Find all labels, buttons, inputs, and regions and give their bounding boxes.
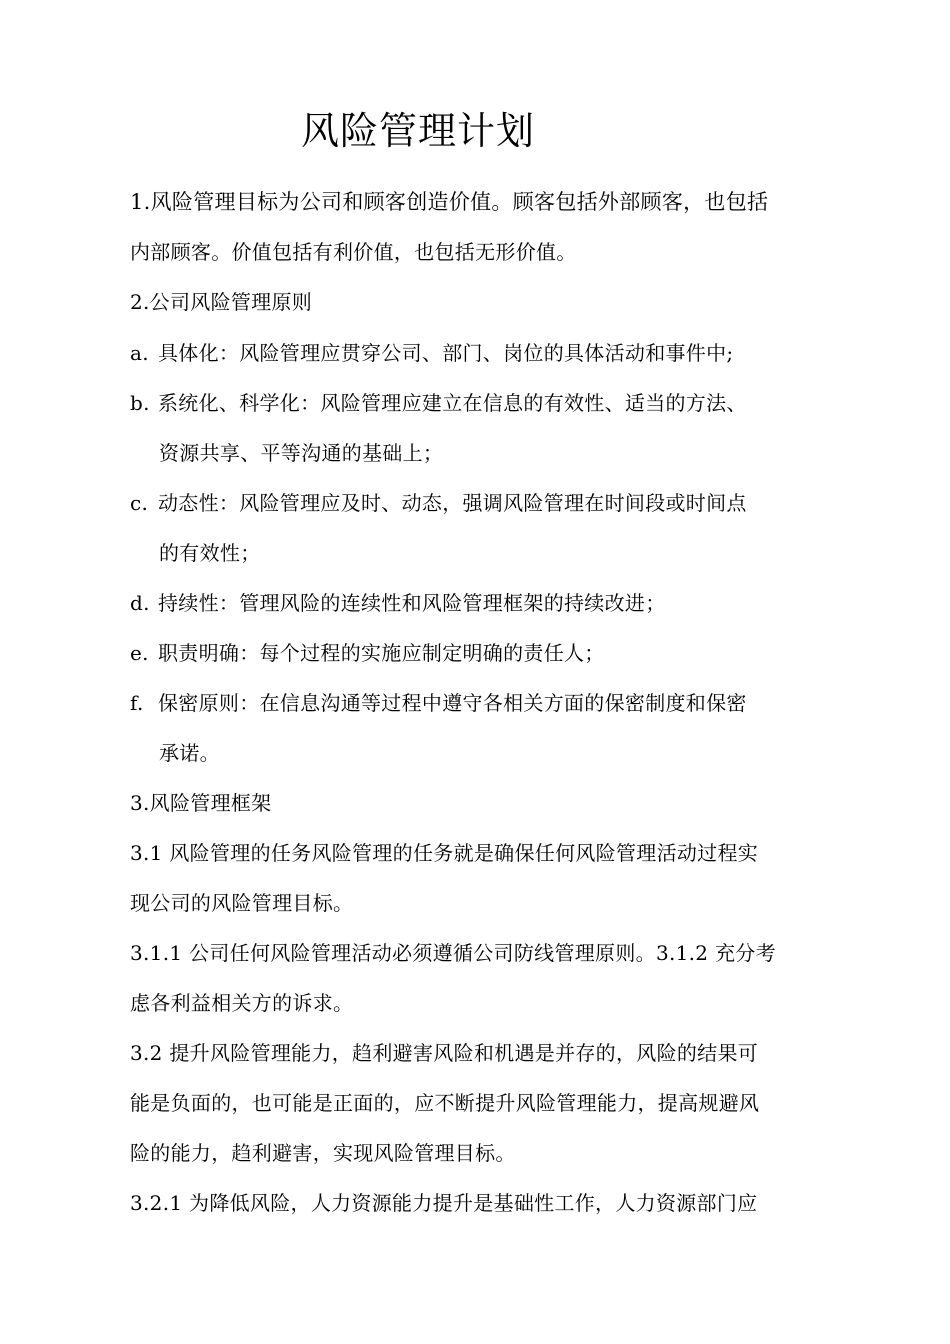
paragraph-line: 1.风险管理目标为公司和顾客创造价值。顾客包括外部顾客，也包括: [130, 190, 769, 214]
list-item-continuation: 的有效性；: [159, 541, 261, 565]
list-item-text: 职责明确：每个过程的实施应制定明确的责任人；: [158, 641, 605, 665]
paragraph-line: 内部顾客。价值包括有利价值，也包括无形价值。: [130, 240, 577, 264]
paragraph-line: 3.2 提升风险管理能力，趋利避害风险和机遇是并存的，风险的结果可: [130, 1041, 759, 1065]
list-marker: a.: [130, 341, 149, 365]
list-item-text: 动态性：风险管理应及时、动态，强调风险管理在时间段或时间点: [158, 491, 747, 515]
list-marker: e.: [130, 641, 149, 665]
list-item-e: [130, 638, 830, 668]
section-heading: 3.风险管理框架: [130, 791, 272, 815]
list-marker: b.: [130, 391, 150, 415]
list-marker: f.: [130, 691, 144, 715]
list-item-continuation: 承诺。: [159, 741, 220, 765]
list-item-text: 保密原则：在信息沟通等过程中遵守各相关方面的保密制度和保密: [158, 691, 747, 715]
paragraph-line: 险的能力，趋利避害，实现风险管理目标。: [130, 1141, 516, 1165]
list-item-a: [130, 338, 830, 368]
list-item-d: [130, 588, 830, 618]
list-item-c: [130, 488, 830, 518]
section-heading: 2.公司风险管理原则: [130, 290, 313, 314]
list-item-f: [130, 688, 830, 718]
paragraph-line: 3.1.1 公司任何风险管理活动必须遵循公司防线管理原则。3.1.2 充分考: [130, 941, 776, 965]
list-item-text: 系统化、科学化：风险管理应建立在信息的有效性、适当的方法、: [158, 391, 747, 415]
paragraph-line: 3.2.1 为降低风险，人力资源能力提升是基础性工作，人力资源部门应: [130, 1191, 758, 1215]
list-item-b: [130, 388, 830, 418]
paragraph-line: 虑各利益相关方的诉求。: [130, 991, 354, 1015]
paragraph-line: 现公司的风险管理目标。: [130, 891, 354, 915]
page-title: 风险管理计划: [300, 109, 535, 153]
list-marker: c.: [130, 491, 149, 515]
paragraph-line: 能是负面的，也可能是正面的，应不断提升风险管理能力，提高规避风: [130, 1091, 760, 1115]
paragraph-line: 3.1 风险管理的任务风险管理的任务就是确保任何风险管理活动过程实: [130, 841, 759, 865]
list-item-text: 持续性：管理风险的连续性和风险管理框架的持续改进；: [158, 591, 666, 615]
list-item-text: 具体化：风险管理应贯穿公司、部门、岗位的具体活动和事件中;: [158, 341, 734, 365]
list-marker: d.: [130, 591, 150, 615]
list-item-continuation: 资源共享、平等沟通的基础上；: [159, 441, 444, 465]
